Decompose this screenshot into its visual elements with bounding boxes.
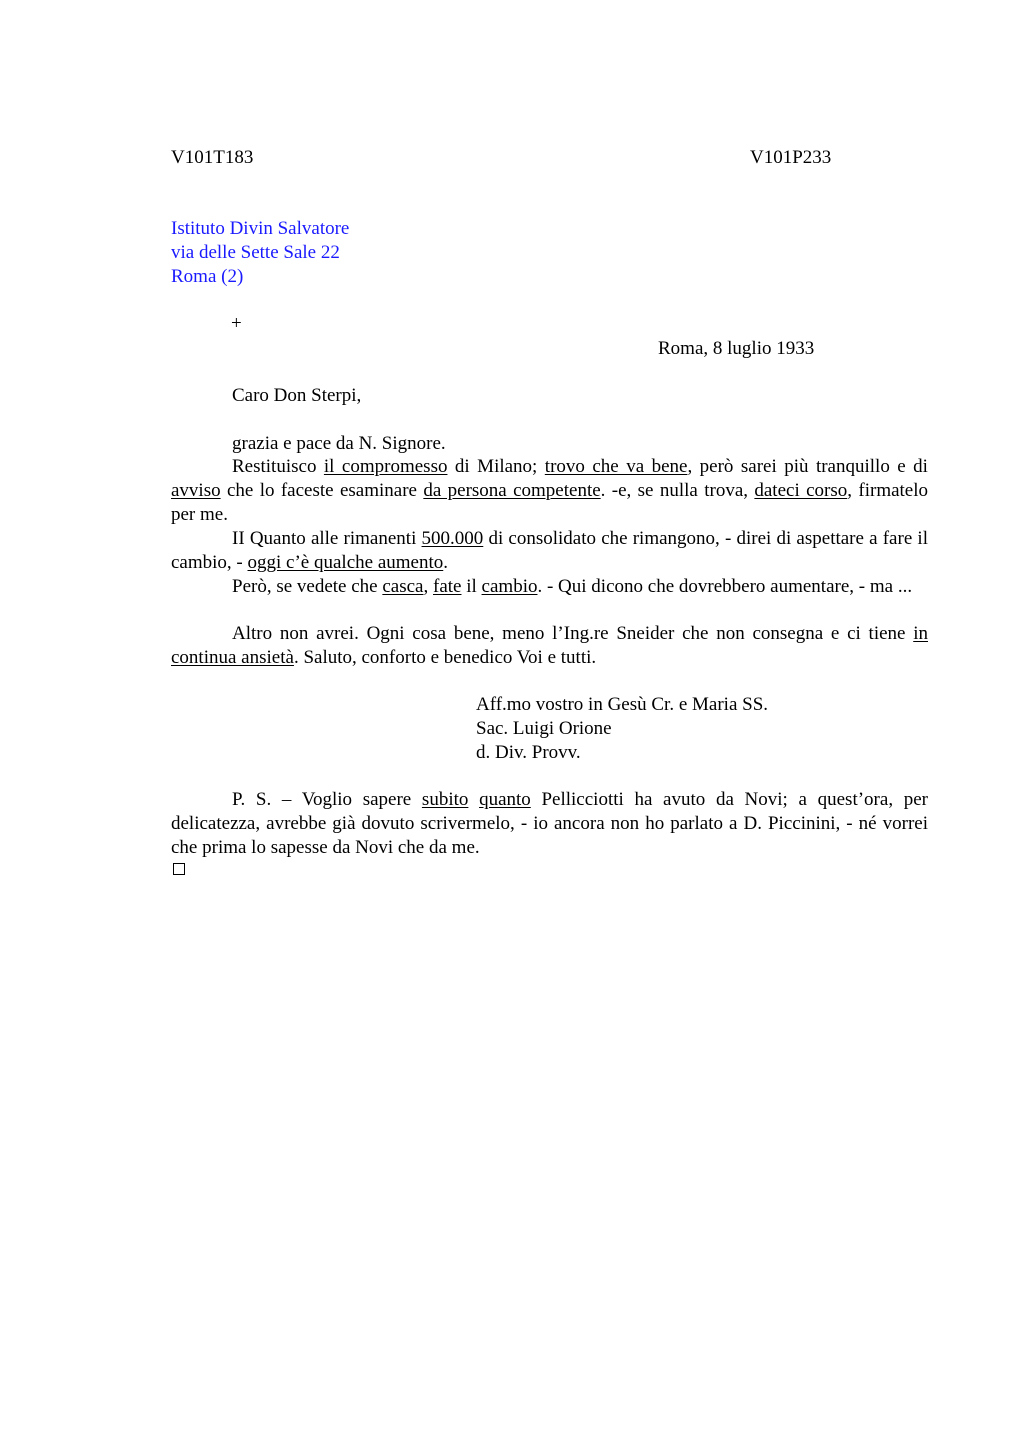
postscript: P. S. – Voglio sapere subito quanto Pellicciotti ha avuto da Novi; a quest’ora, per delicatezza, avrebbe già dovuto scrivermelo, - io ancora non ho parlato a D. Piccinini, - né vorrei che prima lo sapesse da Novi che da me. [171, 789, 929, 858]
signature-title: d. Div. Provv. [476, 742, 581, 763]
letterhead-city: Roma (2) [171, 266, 244, 287]
document-code-right: V101P233 [750, 147, 832, 168]
cross-symbol: + [231, 313, 242, 334]
salutation: Caro Don Sterpi, [232, 385, 362, 406]
underlined-phrase: trovo che va bene [544, 456, 688, 477]
end-of-document-box-icon [173, 863, 185, 875]
letterhead-institute: Istituto Divin Salvatore [171, 218, 350, 239]
underlined-phrase: da persona competente [423, 480, 601, 501]
underlined-phrase: avviso [171, 480, 221, 501]
underlined-phrase: dateci corso [754, 480, 848, 501]
underlined-phrase: il compromesso [323, 456, 448, 477]
body-paragraph-4: Altro non avrei. Ogni cosa bene, meno l’Ing.re Sneider che non consegna e ci tiene in continua ansietà. Saluto, conforto e benedico Voi e tutti. [171, 623, 928, 668]
letter-date: Roma, 8 luglio 1933 [658, 338, 815, 359]
underlined-phrase: subito [421, 789, 469, 810]
document-code-left: V101T183 [171, 147, 254, 168]
signature-name: Sac. Luigi Orione [476, 718, 612, 739]
body-paragraph-1: Restituisco il compromesso di Milano; trovo che va bene, però sarei più tranquillo e di avviso che lo faceste esaminare da persona competente. -e, se nulla trova, dateci corso, firmatelo per me. [171, 456, 929, 525]
letterhead-street: via delle Sette Sale 22 [171, 242, 340, 263]
underlined-phrase: casca [382, 576, 424, 597]
body-paragraph-3: Però, se vedete che casca, fate il cambio. - Qui dicono che dovrebbero aumentare, - ma ... [232, 576, 913, 597]
underlined-phrase: cambio [481, 576, 538, 597]
underlined-phrase: in continua ansietà [171, 623, 928, 668]
underlined-phrase: quanto [479, 789, 531, 810]
closing-line: Aff.mo vostro in Gesù Cr. e Maria SS. [476, 694, 769, 715]
underlined-phrase: fate [433, 576, 462, 597]
underlined-phrase: oggi c’è qualche aumento [247, 552, 444, 573]
greeting: grazia e pace da N. Signore. [232, 433, 446, 454]
underlined-phrase: 500.000 [421, 528, 484, 549]
body-paragraph-2: II Quanto alle rimanenti 500.000 di consolidato che rimangono, - direi di aspettare a fare il cambio, - oggi c’è qualche aumento. [171, 528, 928, 573]
